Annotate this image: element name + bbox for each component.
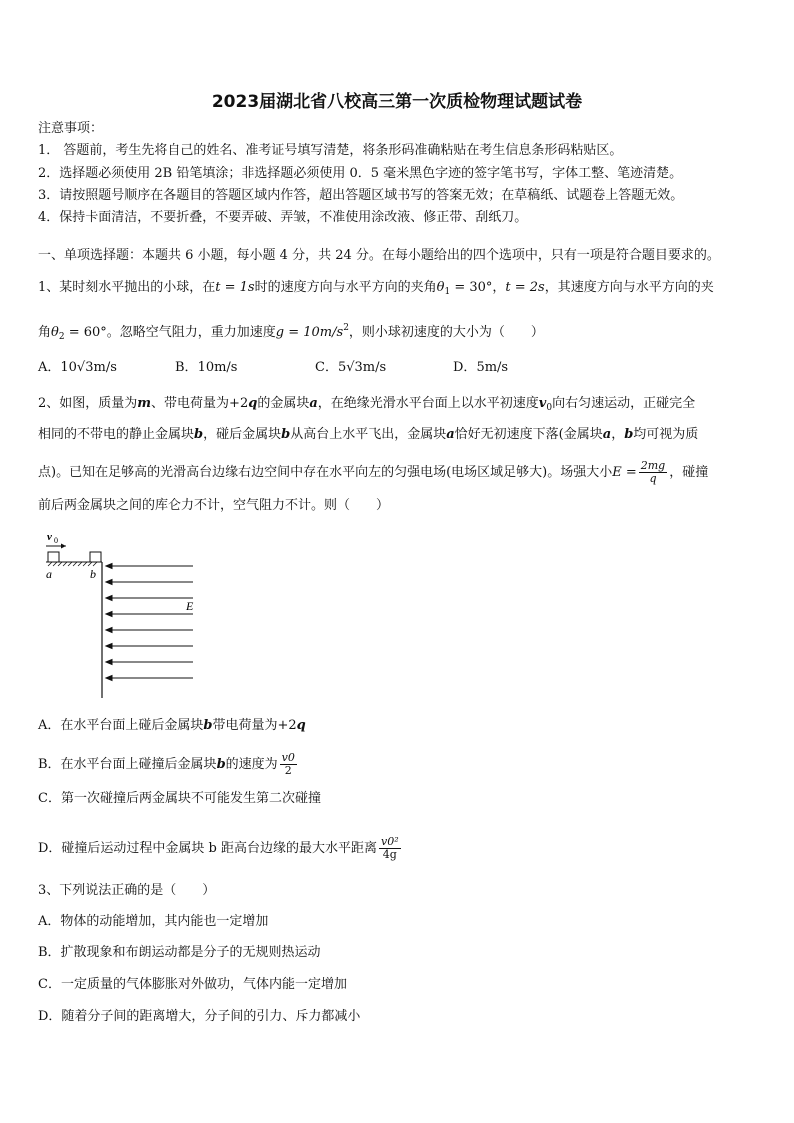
q2-option-c: C．第一次碰撞后两金属块不可能发生第二次碰撞 — [38, 791, 321, 806]
q3-option-a: A．物体的动能增加，其内能也一定增加 — [38, 914, 269, 929]
notice-item: 4．保持卡面清洁，不要折叠，不要弄破、弄皱，不准使用涂改液、修正带、刮纸刀。 — [38, 210, 528, 225]
q3-option-c: C．一定质量的气体膨胀对外做功，气体内能一定增加 — [38, 977, 347, 992]
notice-item: 3．请按照题号顺序在各题目的答题区域内作答，超出答题区域书写的答案无效；在草稿纸、试题卷上答题无效。 — [38, 188, 684, 203]
q3-option-b: B．扩散现象和布朗运动都是分子的无规则热运动 — [38, 945, 321, 960]
fig-label-e: E — [186, 599, 194, 613]
notice-heading: 注意事项： — [38, 121, 104, 136]
fig-v0-sub: 0 — [54, 536, 58, 545]
question-1-line-1: 1、某时刻水平抛出的小球，在t = 1s时的速度方向与水平方向的夹角$\theta_1 = 30^\circ$，t = 2s，其速度方向与水平方向的夹 — [38, 280, 714, 297]
fig-label-b: b — [90, 567, 96, 581]
option-a: A．10√3m/s — [38, 360, 117, 375]
q2-option-d: D．碰撞后运动过程中金属块 b 距高台边缘的最大水平距离 $\frac{\text{v0²}}{4g}$ — [38, 835, 399, 861]
fig-v0-arrowhead — [61, 544, 66, 549]
notice-item: 1． 答题前，考生先将自己的姓名、准考证号填写清楚，将条形码准确粘贴在考生信息条形码粘贴区。 — [38, 143, 623, 158]
q2-option-b: B．在水平台面上碰撞后金属块b的速度为 $\frac{v0}{2}$ — [38, 751, 295, 777]
q3-option-d: D．随着分子间的距离增大，分子间的引力、斥力都减小 — [38, 1009, 361, 1024]
q2-option-a: A．在水平台面上碰后金属块b带电荷量为+2q — [38, 718, 306, 733]
notice-item: 2．选择题必须使用 2B 铅笔填涂；非选择题必须使用 0．5 毫米黑色字迹的签字笔书写，字体工整、笔迹清楚。 — [38, 166, 683, 181]
fig-v0-label: v — [47, 531, 52, 543]
option-b: B．10m/s — [175, 360, 238, 375]
fig-table-hatching — [48, 562, 97, 566]
option-d: D．5m/s — [453, 360, 509, 375]
distance-fraction: $\frac{\text{v0²}}{4g}$ — [381, 835, 399, 861]
fig-block-a — [48, 552, 59, 562]
electric-field-diagram — [38, 530, 208, 705]
question-2-line-3: 点)。已知在足够高的光滑高台边缘右边空间中存在水平向左的匀强电场(电场区域足够大)。场强大小E = $\frac{2mg}{q}$ ，碰撞 — [38, 459, 709, 485]
question-2-line-1: 2、如图，质量为m、带电荷量为+2q的金属块a，在绝缘光滑水平台面上以水平初速度$v_0$向右匀速运动，正碰完全 — [38, 396, 696, 413]
page-title: 2023届湖北省八校高三第一次质检物理试题试卷 — [211, 92, 583, 112]
section-heading: 一、单项选择题：本题共 6 小题，每小题 4 分，共 24 分。在每小题给出的四个选项中，只有一项是符合题目要求的。 — [38, 248, 720, 263]
field-fraction: $\frac{2mg}{q}$ — [640, 459, 666, 485]
question-2-line-2: 相同的不带电的静止金属块b，碰后金属块b从高台上水平飞出，金属块a恰好无初速度下落(金属块a，b均可视为质 — [38, 427, 699, 442]
question-3-stem: 3、下列说法正确的是（ ） — [38, 883, 216, 898]
question-2-line-4: 前后两金属块之间的库仑力不计，空气阻力不计。则（ ） — [38, 498, 390, 513]
fig-label-a: a — [46, 567, 52, 581]
speed-fraction: $\frac{v0}{2}$ — [281, 751, 295, 777]
fig-field-lines — [106, 564, 193, 681]
question-1-line-2: 角$\theta_2 = 60^\circ$。忽略空气阻力，重力加速度$g = 10m/s^2$，则小球初速度的大小为（ ） — [38, 323, 544, 342]
option-c: C．5√3m/s — [315, 360, 387, 375]
fig-block-b — [90, 552, 101, 562]
